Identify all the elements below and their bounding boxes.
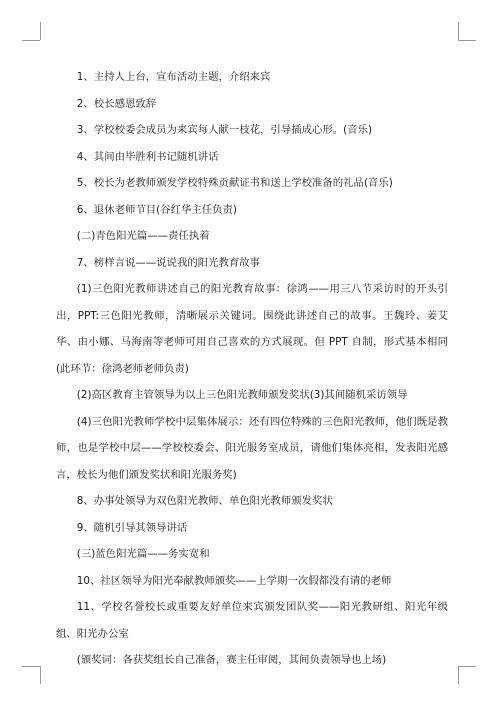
paragraph-item-4: 4、其间由毕胜利书记随机讲话 [76, 150, 219, 163]
paragraph-item-10: 10、社区领导为阳光奉献教师颁奖——上学期一次假都没有请的老师 [76, 574, 392, 587]
section-heading-blue: (三)蓝色阳光篇——务实宽和 [76, 548, 210, 560]
crop-mark-top-right-h [458, 40, 476, 41]
document-body [56, 64, 448, 674]
paragraph-item-1: 1、主持人上台，宣布活动主题，介绍来宾 [76, 71, 271, 83]
crop-mark-bottom-left-h [22, 666, 40, 667]
paragraph-sub-4: (4)三色阳光教师学校中层集体展示：还有四位特殊的三色阳光教师，他们既是教师，也是学校中层——学校校委会、阳光服务室成员，请他们集体亮相，发表阳光感言，校长为他们颁发奖状和阳光服务奖) [56, 415, 448, 481]
section-heading-green: (二)青色阳光篇——责任执着 [76, 230, 210, 242]
paragraph-item-6: 6、退休老师节目(谷红华主任负责) [76, 203, 237, 216]
paragraph-item-11: 11、学校名誉校长或重要友好单位来宾颁发团队奖——阳光教研组、阳光年级组、阳光办公室 [56, 601, 448, 640]
paragraph-item-8: 8、办事处领导为双色阳光教师、单色阳光教师颁发奖状 [76, 495, 333, 507]
paragraph-item-9: 9、随机引导其领导讲话 [76, 521, 188, 534]
paragraph-sub-1: (1)三色阳光教师讲述自己的阳光教育故事：徐鸿——用三八节采访时的开头引出，PPT:三色阳光教师，清晰展示关键词。围绕此讲述自己的故事。王魏玲、姜艾华、由小娜、马海南等老师可用自己喜欢的方式展现。但 PPT 自制，形式基本相同(此环节：徐鸿老师老师负责) [56, 283, 448, 375]
paragraph-item-5: 5、校长为老教师颁发学校特殊贡献证书和送上学校准备的礼品(音乐) [76, 177, 393, 189]
crop-mark-bottom-right-h [458, 666, 476, 667]
paragraph-item-7: 7、榜样言说——说说我的阳光教育故事 [76, 256, 261, 269]
crop-mark-top-left-h [22, 40, 40, 41]
paragraph-item-3: 3、学校校委会成员为来宾每人献一枝花，引导插成心形。(音乐) [76, 124, 373, 136]
paragraph-award-note: (颁奖词：各获奖组长自己准备，赛主任审阅，其间负责领导也上场) [76, 654, 387, 666]
paragraph-item-2: 2、校长感恩致辞 [76, 97, 157, 110]
crop-mark-top-left-v [40, 22, 41, 40]
crop-mark-bottom-left-v [40, 666, 41, 684]
paragraph-sub-2: (2)高区教育主管领导为以上三色阳光教师颁发奖状(3)其间随机采访领导 [76, 389, 408, 401]
crop-mark-top-right-v [458, 22, 459, 40]
crop-mark-bottom-right-v [458, 666, 459, 684]
